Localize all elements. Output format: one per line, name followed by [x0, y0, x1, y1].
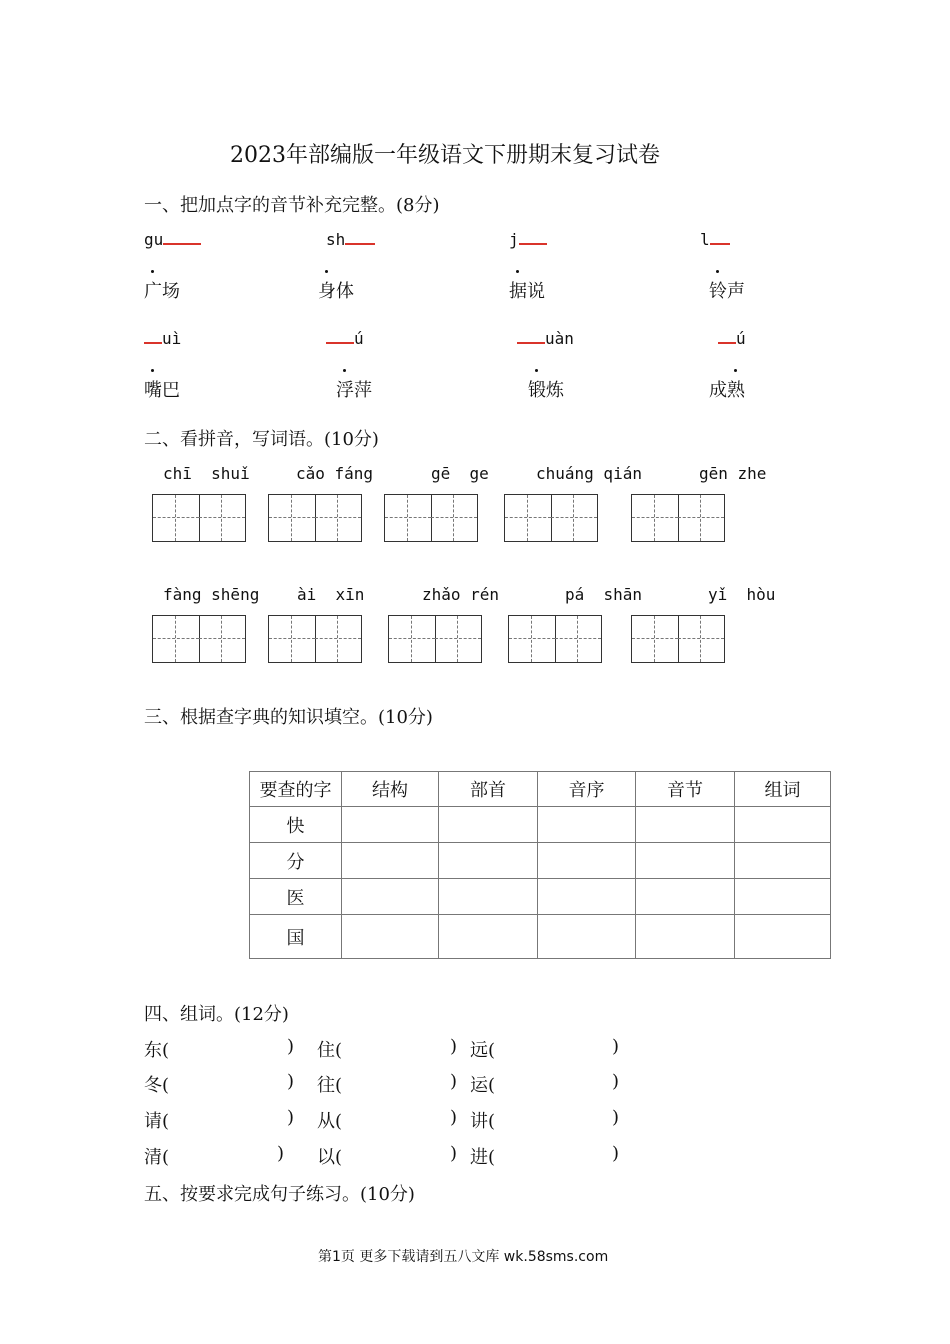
dictionary-table [249, 771, 831, 959]
close-paren: ) [450, 1107, 458, 1128]
close-paren: ) [612, 1107, 620, 1128]
table-header: 音序 [538, 772, 636, 807]
tianzi-grid[interactable] [152, 615, 246, 663]
answer-cell[interactable] [636, 843, 735, 879]
table-row [250, 807, 831, 843]
close-paren: ) [612, 1143, 620, 1164]
pinyin-prompt: chī shuǐ [163, 464, 250, 483]
word-prompt: 住( [317, 1040, 343, 1061]
answer-cell[interactable] [735, 807, 831, 843]
pinyin-blank: ú [718, 329, 746, 348]
answer-line[interactable] [326, 330, 354, 344]
tianzi-grid[interactable] [384, 494, 478, 542]
answer-cell[interactable] [342, 879, 439, 915]
page-title: 2023年部编版一年级语文下册期末复习试卷 [230, 143, 660, 168]
section5-heading: 五、按要求完成句子练习。(10分) [144, 1184, 415, 1205]
pinyin-blank: j [509, 230, 547, 249]
answer-cell[interactable] [439, 879, 538, 915]
answer-line[interactable] [345, 231, 375, 245]
word-prompt: 运( [470, 1075, 496, 1096]
word-prompt: 冬( [144, 1075, 170, 1096]
pinyin-prompt: ài xīn [297, 585, 365, 604]
pinyin-prompt: pá shān [565, 585, 643, 604]
pinyin-blank: gu [144, 230, 201, 249]
word-prompt: 往( [317, 1075, 343, 1096]
table-header: 结构 [342, 772, 439, 807]
tianzi-grid[interactable] [508, 615, 602, 663]
dotted-word: 浮萍 [336, 380, 372, 401]
word-prompt: 以( [317, 1147, 343, 1168]
tianzi-grid[interactable] [631, 494, 725, 542]
emphasis-dot [535, 369, 538, 372]
section3-heading: 三、根据查字典的知识填空。(10分) [144, 707, 433, 728]
pinyin-prompt: yǐ hòu [708, 585, 776, 604]
answer-cell[interactable] [439, 843, 538, 879]
answer-line[interactable] [517, 330, 545, 344]
close-paren: ) [450, 1071, 458, 1092]
table-row [250, 843, 831, 879]
lookup-char: 分 [250, 843, 342, 879]
answer-cell[interactable] [636, 879, 735, 915]
close-paren: ) [277, 1143, 285, 1164]
tianzi-grid[interactable] [388, 615, 482, 663]
tianzi-grid[interactable] [504, 494, 598, 542]
answer-line[interactable] [710, 231, 730, 245]
answer-cell[interactable] [342, 915, 439, 959]
answer-line[interactable] [144, 330, 162, 344]
table-header: 音节 [636, 772, 735, 807]
pinyin-prompt: zhǎo rén [422, 585, 500, 604]
pinyin-blank: ú [326, 329, 364, 348]
close-paren: ) [612, 1071, 620, 1092]
section2-heading: 二、看拼音，写词语。(10分) [144, 429, 379, 450]
pinyin-prompt: chuáng qián [536, 464, 642, 483]
dotted-word: 身体 [318, 281, 354, 302]
emphasis-dot [516, 270, 519, 273]
emphasis-dot [734, 369, 737, 372]
dotted-word: 嘴巴 [144, 380, 180, 401]
answer-cell[interactable] [439, 915, 538, 959]
lookup-char: 医 [250, 879, 342, 915]
answer-cell[interactable] [538, 915, 636, 959]
close-paren: ) [450, 1143, 458, 1164]
dotted-word: 锻炼 [528, 380, 564, 401]
pinyin-prompt: gēn zhe [699, 464, 767, 483]
pinyin-blank: sh [326, 230, 375, 249]
answer-line[interactable] [519, 231, 547, 245]
answer-cell[interactable] [636, 915, 735, 959]
answer-line[interactable] [163, 231, 201, 245]
table-header: 部首 [439, 772, 538, 807]
tianzi-grid[interactable] [268, 494, 362, 542]
lookup-char: 快 [250, 807, 342, 843]
tianzi-grid[interactable] [268, 615, 362, 663]
emphasis-dot [343, 369, 346, 372]
close-paren: ) [612, 1036, 620, 1057]
word-prompt: 东( [144, 1040, 170, 1061]
word-prompt: 远( [470, 1040, 496, 1061]
emphasis-dot [151, 270, 154, 273]
pinyin-blank: l [700, 230, 730, 249]
section4-heading: 四、组词。(12分) [144, 1004, 289, 1025]
answer-cell[interactable] [735, 879, 831, 915]
word-prompt: 进( [470, 1147, 496, 1168]
close-paren: ) [287, 1107, 295, 1128]
answer-cell[interactable] [439, 807, 538, 843]
answer-cell[interactable] [342, 807, 439, 843]
pinyin-prompt: cǎo fáng [296, 464, 374, 483]
table-row [250, 879, 831, 915]
answer-cell[interactable] [636, 807, 735, 843]
pinyin-blank: uì [144, 329, 181, 348]
table-header: 组词 [735, 772, 831, 807]
pinyin-prompt: gē ge [431, 464, 489, 483]
tianzi-grid[interactable] [152, 494, 246, 542]
close-paren: ) [450, 1036, 458, 1057]
dotted-word: 据说 [509, 281, 545, 302]
answer-cell[interactable] [735, 843, 831, 879]
emphasis-dot [325, 270, 328, 273]
section1-heading: 一、把加点字的音节补充完整。(8分) [144, 195, 440, 216]
dotted-word: 铃声 [709, 281, 745, 302]
lookup-char: 国 [250, 915, 342, 959]
pinyin-prompt: fàng shēng [163, 585, 260, 604]
emphasis-dot [151, 369, 154, 372]
word-prompt: 讲( [470, 1111, 496, 1132]
table-row [250, 915, 831, 959]
answer-cell[interactable] [538, 807, 636, 843]
word-prompt: 清( [144, 1147, 170, 1168]
tianzi-grid[interactable] [631, 615, 725, 663]
word-prompt: 请( [144, 1111, 170, 1132]
pinyin-blank: uàn [517, 329, 574, 348]
emphasis-dot [716, 270, 719, 273]
word-prompt: 从( [317, 1111, 343, 1132]
answer-cell[interactable] [538, 879, 636, 915]
dotted-word: 广场 [144, 281, 180, 302]
page-footer: 第1页 更多下载请到五八文库 wk.58sms.com [318, 1249, 609, 1265]
table-header: 要查的字 [250, 772, 342, 807]
answer-cell[interactable] [538, 843, 636, 879]
close-paren: ) [287, 1071, 295, 1092]
answer-cell[interactable] [735, 915, 831, 959]
answer-cell[interactable] [342, 843, 439, 879]
close-paren: ) [287, 1036, 295, 1057]
answer-line[interactable] [718, 330, 736, 344]
dotted-word: 成熟 [709, 380, 745, 401]
